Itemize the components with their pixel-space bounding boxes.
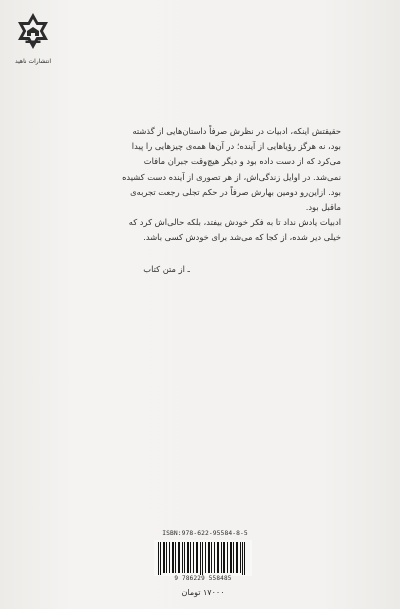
back-cover-text xyxy=(117,124,341,246)
publisher-name: انتشارات ناهید xyxy=(14,58,52,65)
isbn: ISBN:978-622-95584-8-5 xyxy=(162,530,248,537)
barcode-block xyxy=(154,540,252,583)
publisher-logo xyxy=(9,12,57,74)
star-logo-icon xyxy=(13,12,53,52)
blurb-paragraph: حقیقتش اینکه، ادبیات در نظرش صرفاً داستان‌هایی از گذشته بود، نه هرگز رؤیاهایی از آینده؛ در آن‌ها همه‌ی چیزهایی را پیدا می‌کرد که از دست داده بود و دیگر هیچ‌وقت جبران مافات نمی‌شد. در اوایل زندگی‌اش، از هر تصوری از آینده دست کشیده بود. ازاین‌رو دومین بهارش صرفاً در حکم تجلی رجعت تجربه‌ی ماقبل بود. xyxy=(122,126,341,213)
price: ۱۷۰۰۰ تومان xyxy=(181,588,225,597)
blurb-paragraph: ادبیات یادش نداد تا به فکر خودش بیفتد، بلکه حالی‌اش کرد که خیلی دیر شده، از کجا که می‌شد برای خودش کسی باشد. xyxy=(128,217,341,243)
barcode-number: 9 786229 558485 xyxy=(174,575,232,582)
source-note: ـ از متن کتاب xyxy=(143,264,190,274)
barcode-icon xyxy=(154,540,252,576)
